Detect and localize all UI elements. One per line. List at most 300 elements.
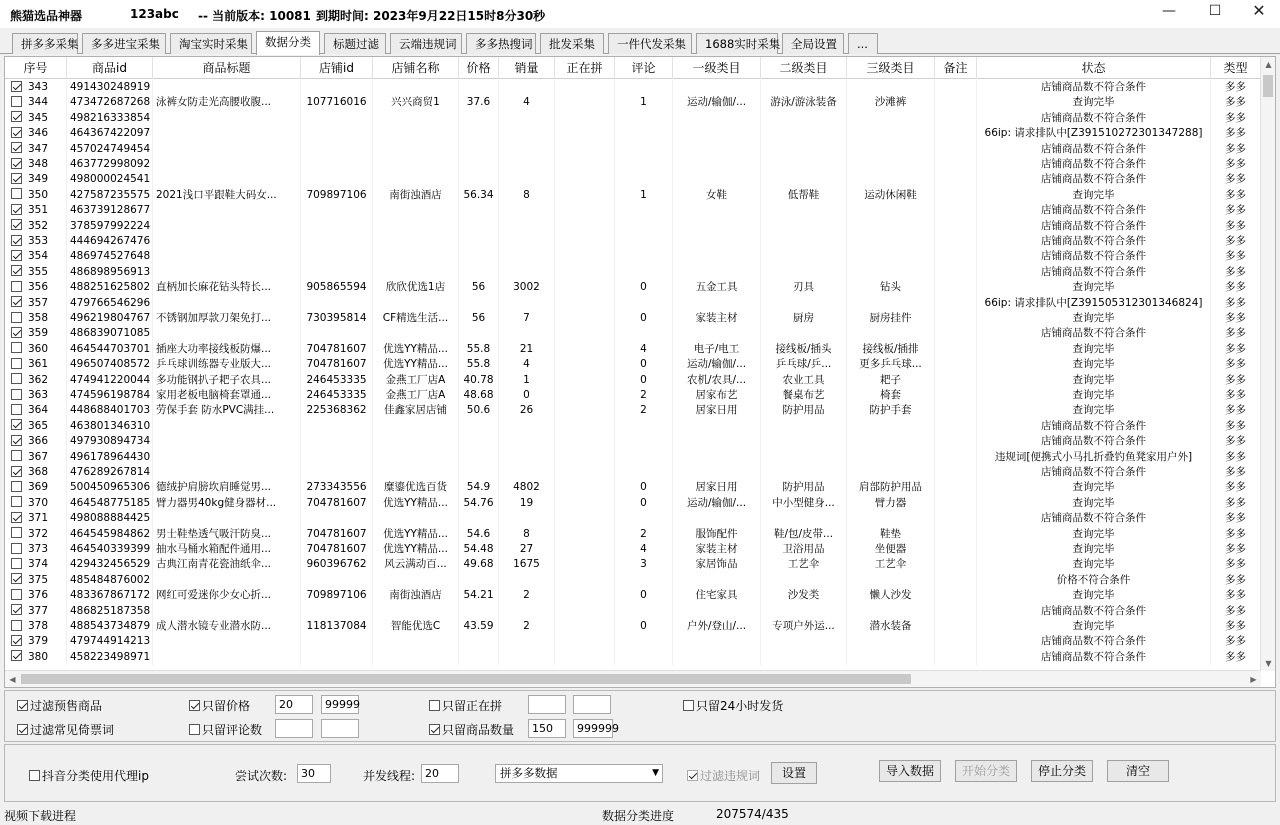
table-row[interactable] [5,126,1261,141]
row-checkbox[interactable] [11,235,22,246]
scroll-up-icon[interactable]: ▲ [1265,60,1272,69]
table-row[interactable] [5,326,1261,341]
row-checkbox[interactable] [11,573,22,584]
row-checkbox[interactable] [11,281,22,292]
row-checkbox[interactable] [11,435,22,446]
table-cell-sales [499,650,555,665]
threads-label: 并发线程: [363,769,416,783]
column-header[interactable]: 状态 [977,57,1211,79]
table-cell-price [459,219,499,234]
column-header[interactable]: 正在拼 [555,57,615,79]
keep-price-box[interactable] [189,700,200,711]
row-checkbox[interactable] [11,142,22,153]
table-row[interactable] [5,265,1261,280]
row-checkbox[interactable] [11,219,22,230]
row-checkbox[interactable] [11,558,22,569]
row-checkbox[interactable] [11,111,22,122]
minimize-icon[interactable]: — [1162,3,1176,19]
row-checkbox[interactable] [11,389,22,400]
table-cell-pin [555,557,615,572]
row-checkbox[interactable] [11,296,22,307]
table-cell-type: 多多 [1211,188,1261,203]
table-cell-id: 476289267814 [67,465,153,480]
table-row[interactable] [5,249,1261,264]
table-cell-type: 多多 [1211,142,1261,157]
table-cell-c3 [847,126,935,141]
row-checkbox[interactable] [11,650,22,661]
table-cell-no [5,388,67,403]
table-cell-title [153,511,301,526]
table-cell-shop: 兴兴商贸1 [373,95,459,110]
table-cell-sales: 27 [499,542,555,557]
table-cell-type: 多多 [1211,265,1261,280]
table-cell-cmt: 1 [615,95,673,110]
table-cell-cmt [615,326,673,341]
table-cell-id: 485484876002 [67,573,153,588]
table-cell-cmt [615,265,673,280]
table-cell-sales [499,573,555,588]
clear-button[interactable]: 清空 [1107,760,1169,782]
retry-label: 尝试次数: [235,769,288,783]
table-row[interactable] [5,619,1261,634]
table-row[interactable] [5,111,1261,126]
row-checkbox[interactable] [11,81,22,92]
table-cell-c3: 椅套 [847,388,935,403]
table-row[interactable] [5,80,1261,95]
tab-item[interactable]: 批发采集 [540,33,604,54]
settings-button[interactable]: 设置 [771,762,817,784]
version-label: -- 当前版本: 10081 [198,9,311,23]
table-row[interactable] [5,357,1261,372]
goods-count-min-input[interactable]: 150 [528,719,566,738]
table-cell-no [5,126,67,141]
row-checkbox[interactable] [11,96,22,107]
table-cell-type: 多多 [1211,111,1261,126]
table-row[interactable] [5,496,1261,511]
table-cell-no [5,157,67,172]
scroll-right-icon[interactable]: ▶ [1250,675,1257,684]
skip-presale-box[interactable] [17,700,28,711]
vertical-scroll-thumb[interactable] [1263,75,1273,97]
retry-input[interactable]: 30 [297,764,331,783]
table-cell-sales [499,604,555,619]
username: 123abc [130,7,179,21]
table-cell-shop_id: 704781607 [301,527,373,542]
table-cell-shop_id [301,142,373,157]
table-cell-c3 [847,650,935,665]
import-data-button[interactable]: 导入数据 [879,760,941,782]
table-cell-shop [373,111,459,126]
table-row[interactable] [5,311,1261,326]
column-header[interactable]: 类型 [1211,57,1261,79]
keep-goods-count-checkbox[interactable] [429,721,514,738]
row-number: 369 [28,481,49,494]
table-cell-shop: 糜鎏优选百货 [373,480,459,495]
tab-item[interactable]: 多多进宝采集 [82,33,166,54]
table-cell-shop_id [301,249,373,264]
skip-tickets-box[interactable] [17,724,28,735]
table-row[interactable] [5,234,1261,249]
stop-classify-button[interactable]: 停止分类 [1031,760,1093,782]
horizontal-scrollbar[interactable] [5,670,1261,687]
table-cell-shop_id: 225368362 [301,403,373,418]
table-cell-c3: 懒人沙发 [847,588,935,603]
row-checkbox[interactable] [11,466,22,477]
table-row[interactable] [5,588,1261,603]
tab-item[interactable]: 一件代发采集 [608,33,692,54]
tab-item[interactable]: 标题过滤 [324,33,386,54]
row-checkbox[interactable] [11,527,22,538]
table-cell-shop [373,573,459,588]
table-cell-cmt [615,650,673,665]
table-cell-c2 [761,126,847,141]
table-cell-sales: 8 [499,188,555,203]
table-row[interactable] [5,296,1261,311]
table-cell-c3: 肩部防护用品 [847,480,935,495]
table-cell-shop_id [301,234,373,249]
table-cell-no [5,172,67,187]
table-cell-id: 491430248919 [67,80,153,95]
table-cell-note [935,573,977,588]
table-cell-c1 [673,434,761,449]
proxy-box[interactable] [29,770,40,781]
table-cell-no [5,95,67,110]
table-cell-status: 查询完毕 [977,557,1211,572]
table-cell-shop [373,419,459,434]
table-cell-note [935,311,977,326]
start-classify-button[interactable]: 开始分类 [955,760,1017,782]
table-row[interactable] [5,142,1261,157]
table-cell-note [935,111,977,126]
table-cell-id: 448688401703 [67,403,153,418]
table-row[interactable] [5,434,1261,449]
vertical-scrollbar[interactable] [1260,57,1275,671]
table-cell-c1: 家居饰品 [673,557,761,572]
table-cell-note [935,342,977,357]
table-cell-cmt: 4 [615,342,673,357]
table-cell-c3: 沙滩裤 [847,95,935,110]
table-cell-note [935,465,977,480]
table-row[interactable] [5,403,1261,418]
tab-item[interactable]: 拼多多采集 [12,33,78,54]
row-checkbox[interactable] [11,127,22,138]
table-cell-id: 486974527648 [67,249,153,264]
table-cell-no [5,542,67,557]
table-cell-price [459,157,499,172]
table-row[interactable] [5,542,1261,557]
table-cell-type: 多多 [1211,542,1261,557]
keep-24h-checkbox[interactable] [683,697,783,714]
table-cell-no [5,296,67,311]
row-checkbox[interactable] [11,620,22,631]
table-cell-note [935,373,977,388]
table-row[interactable] [5,172,1261,187]
table-cell-price: 54.48 [459,542,499,557]
table-cell-shop_id [301,573,373,588]
table-cell-price [459,265,499,280]
table-cell-status: 店铺商品数不符合条件 [977,604,1211,619]
tab-item[interactable]: 全局设置 [782,33,844,54]
table-cell-note [935,434,977,449]
row-checkbox[interactable] [11,342,22,353]
pinning-max-input[interactable] [573,695,611,714]
table-row[interactable] [5,573,1261,588]
row-checkbox[interactable] [11,327,22,338]
table-cell-c2 [761,326,847,341]
keep-pinning-checkbox[interactable] [429,697,502,714]
table-row[interactable] [5,511,1261,526]
table-cell-note [935,234,977,249]
table-cell-price [459,465,499,480]
row-checkbox[interactable] [11,543,22,554]
table-cell-title: 古典江南青花瓷油纸伞... [153,557,301,572]
column-header[interactable]: 销量 [499,57,555,79]
table-cell-cmt [615,249,673,264]
keep-comments-checkbox[interactable] [189,721,262,738]
table-cell-note [935,157,977,172]
proxy-checkbox[interactable] [29,767,149,784]
table-cell-shop_id: 118137084 [301,619,373,634]
column-header[interactable]: 评论 [615,57,673,79]
price-min-input[interactable]: 20 [275,695,313,714]
table-cell-title [153,573,301,588]
row-checkbox[interactable] [11,358,22,369]
skip-tickets-checkbox[interactable] [17,721,114,738]
row-checkbox[interactable] [11,312,22,323]
table-cell-type: 多多 [1211,634,1261,649]
table-cell-sales: 1 [499,373,555,388]
table-row[interactable] [5,480,1261,495]
row-checkbox[interactable] [11,496,22,507]
table-row[interactable] [5,203,1261,218]
data-source-select[interactable] [495,764,663,783]
table-cell-price: 48.68 [459,388,499,403]
table-cell-shop [373,80,459,95]
row-checkbox[interactable] [11,481,22,492]
tab-item[interactable]: 云端违规词 [390,33,462,54]
table-cell-sales [499,326,555,341]
table-cell-c1: 家装主材 [673,311,761,326]
table-cell-cmt: 2 [615,403,673,418]
row-number: 343 [28,81,49,93]
close-icon[interactable]: ✕ [1252,1,1266,20]
table-cell-c2 [761,157,847,172]
table-cell-no [5,373,67,388]
table-row[interactable] [5,650,1261,665]
row-checkbox[interactable] [11,450,22,461]
table-row[interactable] [5,157,1261,172]
table-row[interactable] [5,280,1261,295]
filter-violation-checkbox[interactable] [687,767,760,784]
keep-pinning-box[interactable] [429,700,440,711]
table-cell-type: 多多 [1211,465,1261,480]
column-header[interactable]: 店铺id [301,57,373,79]
table-cell-sales [499,111,555,126]
row-checkbox[interactable] [11,419,22,430]
table-cell-id: 474596198784 [67,388,153,403]
keep-24h-box[interactable] [683,700,694,711]
table-cell-id: 474941220044 [67,373,153,388]
table-row[interactable] [5,388,1261,403]
tab-item[interactable]: ... [848,33,878,54]
table-cell-sales: 0 [499,388,555,403]
table-cell-c3 [847,249,935,264]
table-row[interactable] [5,634,1261,649]
tab-item[interactable]: 多多热搜词 [466,33,536,54]
table-cell-no [5,249,67,264]
maximize-icon[interactable]: ☐ [1208,3,1222,19]
table-cell-status: 查询完毕 [977,342,1211,357]
table-cell-note [935,80,977,95]
horizontal-scroll-thumb[interactable] [21,674,911,684]
table-cell-c3 [847,234,935,249]
table-cell-shop_id [301,650,373,665]
table-cell-shop [373,142,459,157]
column-header[interactable]: 序号 [5,57,67,79]
tab-item[interactable]: 1688实时采集 [696,33,778,54]
table-row[interactable] [5,188,1261,203]
table-cell-c3 [847,203,935,218]
table-cell-id: 463801346310 [67,419,153,434]
table-cell-c3: 工艺伞 [847,557,935,572]
table-cell-shop_id [301,419,373,434]
table-cell-cmt: 0 [615,588,673,603]
table-row[interactable] [5,219,1261,234]
price-max-input[interactable]: 99999 [321,695,359,714]
pinning-min-input[interactable] [528,695,566,714]
tab-item[interactable]: 数据分类 [256,31,320,55]
table-row[interactable] [5,465,1261,480]
table-cell-type: 多多 [1211,219,1261,234]
row-number: 353 [28,235,49,247]
table-cell-c2: 防护用品 [761,480,847,495]
row-checkbox[interactable] [11,265,22,276]
table-cell-shop [373,465,459,480]
keep-price-checkbox[interactable] [189,697,250,714]
table-cell-cmt: 3 [615,557,673,572]
table-cell-title: 德绒护肩膀坎肩睡觉男... [153,480,301,495]
table-cell-type: 多多 [1211,95,1261,110]
table-cell-title: 男士鞋垫透气吸汗防臭... [153,527,301,542]
table-cell-shop_id [301,434,373,449]
table-row[interactable] [5,342,1261,357]
table-cell-id: 479744914213 [67,634,153,649]
table-cell-pin [555,450,615,465]
row-checkbox[interactable] [11,173,22,184]
skip-presale-checkbox[interactable] [17,697,102,714]
table-cell-shop [373,172,459,187]
table-cell-title: 成人潜水镜专业潜水防... [153,619,301,634]
table-cell-sales: 2 [499,619,555,634]
table-cell-sales: 7 [499,311,555,326]
column-header[interactable]: 备注 [935,57,977,79]
classify-progress-label: 数据分类进度 [602,809,675,823]
table-row[interactable] [5,373,1261,388]
table-cell-sales: 4802 [499,480,555,495]
table-cell-pin [555,219,615,234]
row-checkbox[interactable] [11,635,22,646]
title-bar [0,0,1280,28]
keep-goods-count-box[interactable] [429,724,440,735]
column-header[interactable]: 三级类目 [847,57,935,79]
table-cell-c2: 卫浴用品 [761,542,847,557]
table-row[interactable] [5,527,1261,542]
row-checkbox[interactable] [11,204,22,215]
column-header[interactable]: 店铺名称 [373,57,459,79]
table-cell-sales [499,434,555,449]
row-checkbox[interactable] [11,188,22,199]
scroll-down-icon[interactable]: ▼ [1265,659,1272,668]
table-cell-pin [555,265,615,280]
table-row[interactable] [5,419,1261,434]
table-cell-status: 查询完毕 [977,373,1211,388]
table-cell-shop: 南街浊酒店 [373,188,459,203]
row-checkbox[interactable] [11,512,22,523]
tab-item[interactable]: 淘宝实时采集 [170,33,252,54]
column-header[interactable]: 二级类目 [761,57,847,79]
row-checkbox[interactable] [11,404,22,415]
data-source-value: 拼多多数据 [500,766,558,780]
table-cell-shop_id [301,219,373,234]
table-cell-pin [555,480,615,495]
table-cell-title [153,172,301,187]
goods-count-max-input[interactable]: 999999 [573,719,613,738]
table-cell-status: 66ip: 请求排队中[Z391505312301346824] [977,296,1211,311]
column-header[interactable]: 价格 [459,57,499,79]
row-number: 362 [28,373,49,386]
table-cell-no [5,188,67,203]
row-checkbox[interactable] [11,604,22,615]
threads-input[interactable]: 20 [421,764,459,783]
table-cell-c2: 刃具 [761,280,847,295]
table-cell-status: 店铺商品数不符合条件 [977,157,1211,172]
table-cell-c2 [761,142,847,157]
row-checkbox[interactable] [11,589,22,600]
scroll-left-icon[interactable]: ◀ [9,675,16,684]
row-checkbox[interactable] [11,250,22,261]
row-checkbox[interactable] [11,158,22,169]
table-cell-id: 464548775185 [67,496,153,511]
column-header[interactable]: 商品标题 [153,57,301,79]
comments-max-input[interactable] [321,719,359,738]
table-cell-pin [555,249,615,264]
table-row[interactable] [5,604,1261,619]
filter-violation-box[interactable] [687,770,698,781]
table-cell-shop_id [301,326,373,341]
table-cell-type: 多多 [1211,373,1261,388]
table-cell-c1: 农机/农具/... [673,373,761,388]
column-header[interactable]: 一级类目 [673,57,761,79]
table-cell-type: 多多 [1211,450,1261,465]
row-checkbox[interactable] [11,373,22,384]
table-cell-note [935,527,977,542]
table-row[interactable] [5,95,1261,110]
table-cell-c2: 农业工具 [761,373,847,388]
table-cell-id: 498216333854 [67,111,153,126]
table-row[interactable] [5,450,1261,465]
table-row[interactable] [5,557,1261,572]
table-cell-id: 496219804767 [67,311,153,326]
table-cell-c2: 乒乓球/乒... [761,357,847,372]
video-progress-label: 视频下载进程 [4,809,77,823]
table-cell-id: 496507408572 [67,357,153,372]
comments-min-input[interactable] [275,719,313,738]
table-cell-c3: 接线板/插排 [847,342,935,357]
column-header[interactable]: 商品id [67,57,153,79]
table-cell-shop_id [301,80,373,95]
keep-comments-box[interactable] [189,724,200,735]
table-cell-title: 插座大功率接线板防爆... [153,342,301,357]
